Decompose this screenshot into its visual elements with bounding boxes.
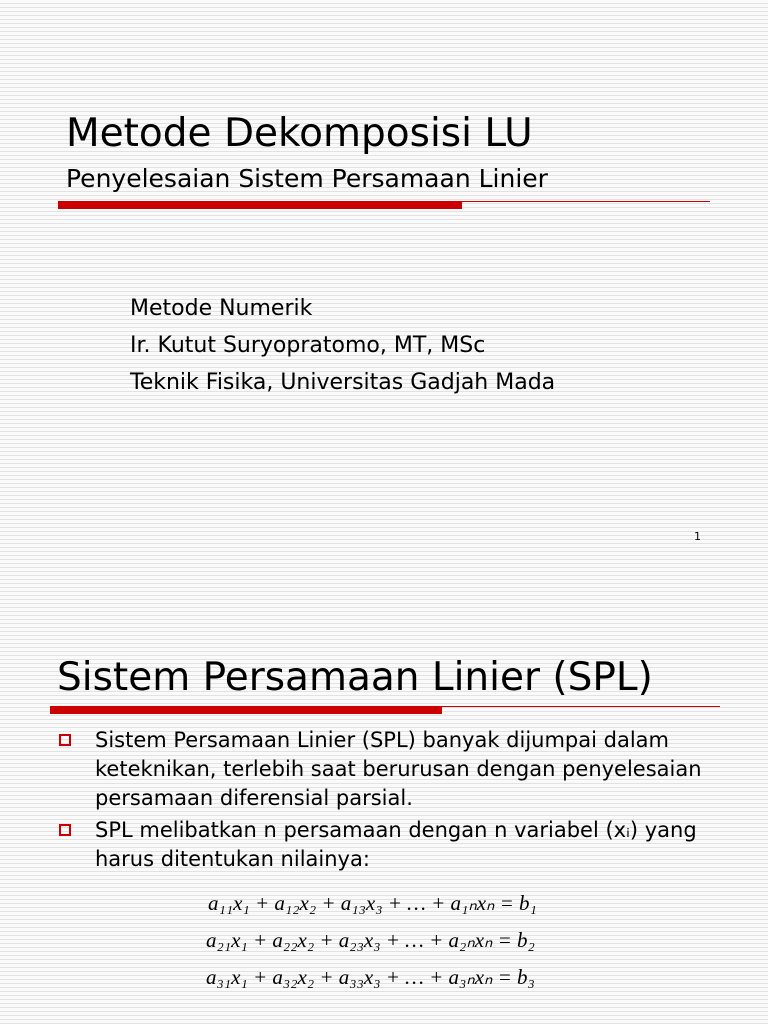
affiliation: Teknik Fisika, Universitas Gadjah Mada	[130, 370, 556, 395]
equation-3: a₃₁x₁ + a₃₂x₂ + a₃₃x₃ + … + a₃ₙxₙ = b₃	[206, 965, 535, 989]
list-item: Sistem Persamaan Linier (SPL) banyak dijumpai dalam keteknikan, terlebih saat berurusan dengan penyelesaian persamaan diferensial parsial.	[57, 726, 737, 813]
slide-2	[0, 620, 768, 1024]
list-item: SPL melibatkan n persamaan dengan n variabel (xᵢ) yang harus ditentukan nilainya:	[57, 816, 737, 874]
equation-block	[0, 882, 768, 1012]
equation-1: a₁₁x₁ + a₁₂x₂ + a₁₃x₃ + … + a₁ₙxₙ = b₁	[208, 891, 537, 915]
slide-subtitle: Penyelesaian Sistem Persamaan Linier	[66, 164, 548, 193]
course-name: Metode Numerik	[130, 296, 313, 321]
page-number: 1	[694, 530, 701, 543]
square-bullet-icon	[59, 734, 71, 746]
author-info	[130, 290, 555, 401]
bullet-list	[57, 726, 737, 877]
slide-title: Sistem Persamaan Linier (SPL)	[57, 655, 653, 700]
square-bullet-icon	[59, 824, 71, 836]
slide-title: Metode Dekomposisi LU	[66, 111, 533, 156]
title-accent-bar	[58, 201, 462, 209]
author-name: Ir. Kutut Suryopratomo, MT, MSc	[130, 333, 486, 358]
equation-2: a₂₁x₁ + a₂₂x₂ + a₂₃x₃ + … + a₂ₙxₙ = b₂	[206, 928, 535, 952]
title-accent-bar	[50, 706, 442, 714]
